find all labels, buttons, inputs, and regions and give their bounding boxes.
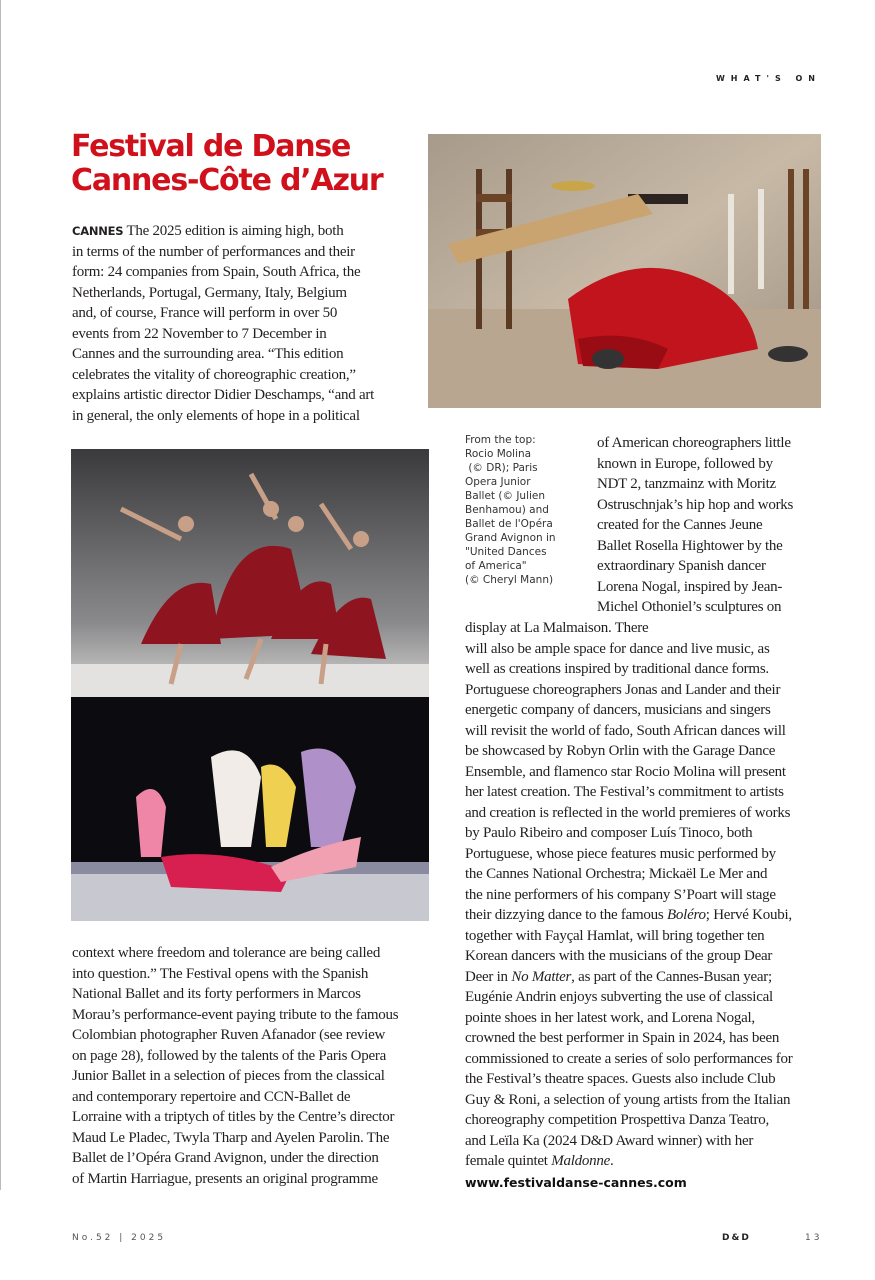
- text-line: on page 28), followed by the talents of the Paris Opera: [72, 1047, 387, 1064]
- text-line: Eugénie Andrin enjoys subverting the use of classical: [465, 989, 773, 1005]
- text-line: Maud Le Pladec, Twyla Tharp and Ayelen Parolin. The: [72, 1129, 390, 1146]
- text-line: Netherlands, Portugal, Germany, Italy, Belgium: [72, 284, 347, 301]
- photo-ballet-opera-grand-avignon: [71, 697, 429, 921]
- text-line: their dizzying dance to the famous Boléro; Hervé Koubi,: [465, 907, 792, 923]
- magazine-brand: D&D: [722, 1233, 751, 1243]
- text-line: will also be ample space for dance and live music, as: [465, 640, 770, 657]
- work-title: Maldonne: [551, 1153, 611, 1169]
- text-line: Ballet de l’Opéra Grand Avignon, under the direction: [72, 1150, 379, 1166]
- text-line: Ensemble, and flamenco star Rocio Molina will present: [465, 763, 786, 780]
- text-line: of Martin Harriague, presents an original programme: [72, 1170, 378, 1187]
- text-line: explains artistic director Didier Deschamps, “and art: [72, 387, 375, 403]
- text-line: of American choreographers little: [597, 435, 791, 451]
- photo-rocio-molina: [428, 134, 821, 408]
- festival-website-link[interactable]: www.festivaldanse-cannes.com: [465, 1175, 687, 1190]
- photo-paris-opera-junior-ballet: [71, 449, 429, 697]
- text-line: the Cannes National Orchestra; Mickaël Le Mer and: [465, 866, 768, 882]
- title-line: Festival de Danse: [71, 129, 351, 164]
- text-line: Korean dancers with the musicians of the group Dear: [465, 948, 773, 964]
- text-line: into question.” The Festival opens with the Spanish: [72, 965, 369, 982]
- text-line: Deer in No Matter, as part of the Cannes-Busan year;: [465, 968, 772, 985]
- text-line: created for the Cannes Jeune: [597, 517, 763, 533]
- text-line: the Festival’s theatre spaces. Guests also include Club: [465, 1071, 776, 1087]
- left-column-top: [72, 221, 374, 426]
- page-edge: [0, 0, 1, 1190]
- text-line: Cannes and the surrounding area. “This edition: [72, 346, 344, 362]
- text-line: known in Europe, followed by: [597, 455, 773, 472]
- text-line: events from 22 November to 7 December in: [72, 325, 327, 342]
- text-line: will revisit the world of fado, South African dances will: [465, 722, 786, 739]
- text-line: context where freedom and tolerance are being called: [72, 945, 381, 961]
- text-line: NDT 2, tanzmainz with Moritz: [597, 476, 776, 492]
- text-line: Colombian photographer Ruven Afanador (see review: [72, 1027, 386, 1043]
- left-column-bottom: [72, 943, 398, 1189]
- right-column-bottom: [465, 618, 793, 1172]
- text-line: CANNES The 2025 edition is aiming high, both: [72, 223, 344, 239]
- text-line: Morau’s performance-event paying tribute to the famous: [72, 1006, 399, 1023]
- text-line: Lorraine with a triptych of titles by the Centre’s director: [72, 1109, 395, 1125]
- text-line: Ostruschnjak’s hip hop and works: [597, 496, 794, 513]
- text-line: and contemporary repertoire and CCN-Ballet de: [72, 1088, 351, 1105]
- text-line: be showcased by Robyn Orlin with the Garage Dance: [465, 743, 776, 759]
- text-line: and, of course, France will perform in over 50: [72, 305, 338, 321]
- text-line: and creation is reflected in the world premieres of works: [465, 804, 791, 821]
- text-line: and Leïla Ka (2024 D&D Award winner) with her: [465, 1132, 754, 1149]
- text-line: display at La Malmaison. There: [465, 620, 649, 636]
- work-title: No Matter: [511, 968, 572, 985]
- text-line: National Ballet and its forty performers in Marcos: [72, 986, 361, 1002]
- page-number: 13: [805, 1233, 823, 1243]
- text-line: commissioned to create a series of solo performances for: [465, 1050, 793, 1067]
- work-title: Boléro: [667, 907, 706, 923]
- article-title: [71, 130, 383, 198]
- text-line: well as creations inspired by traditional dance forms.: [465, 661, 769, 677]
- text-line: by Paulo Ribeiro and composer Luís Tinoco, both: [465, 825, 753, 841]
- text-line: in terms of the number of performances and their: [72, 243, 355, 260]
- text-line: Portuguese, whose piece features music performed by: [465, 845, 776, 862]
- text-line: Michel Othoniel’s sculptures on: [597, 599, 782, 615]
- text-line: her latest creation. The Festival’s commitment to artists: [465, 784, 784, 800]
- text-line: Lorena Nogal, inspired by Jean-: [597, 578, 783, 595]
- text-line: Portuguese choreographers Jonas and Lander and their: [465, 681, 781, 698]
- text-line: Ballet Rosella Hightower by the: [597, 537, 783, 554]
- text-line: Guy & Roni, a selection of young artists from the Italian: [465, 1091, 791, 1108]
- text-line: crowned the best performer in Spain in 2024, has been: [465, 1030, 780, 1046]
- text-line: form: 24 companies from Spain, South Africa, the: [72, 264, 361, 280]
- issue-number: No.52 | 2025: [72, 1233, 167, 1243]
- text-line: together with Fayçal Hamlat, will bring together ten: [465, 927, 765, 944]
- text-line: energetic company of dancers, musicians and singers: [465, 702, 771, 718]
- text-line: in general, the only elements of hope in a political: [72, 407, 360, 424]
- text-line: Junior Ballet in a selection of pieces from the classical: [72, 1068, 385, 1084]
- text-line: choreography competition Prospettiva Danza Teatro,: [465, 1112, 769, 1128]
- dateline: CANNES: [72, 224, 124, 238]
- photo-caption: From the top: Rocio Molina (© DR); Paris Opera Junior Ballet (© Julien Benhamou) and Ballet de l'Opéra Grand Avignon in "United Dances of America" (© Cheryl Mann): [465, 434, 556, 586]
- text-line: celebrates the vitality of choreographic creation,”: [72, 366, 356, 383]
- text-line: female quintet Maldonne.: [465, 1153, 614, 1169]
- text-line: extraordinary Spanish dancer: [597, 558, 766, 574]
- right-column-top: [597, 433, 793, 618]
- section-label: WHAT'S ON: [715, 74, 821, 83]
- text-line: pointe shoes in her latest work, and Lorena Nogal,: [465, 1009, 755, 1026]
- text-line: the nine performers of his company S’Poart will stage: [465, 886, 776, 903]
- title-line: Cannes-Côte d’Azur: [71, 163, 383, 198]
